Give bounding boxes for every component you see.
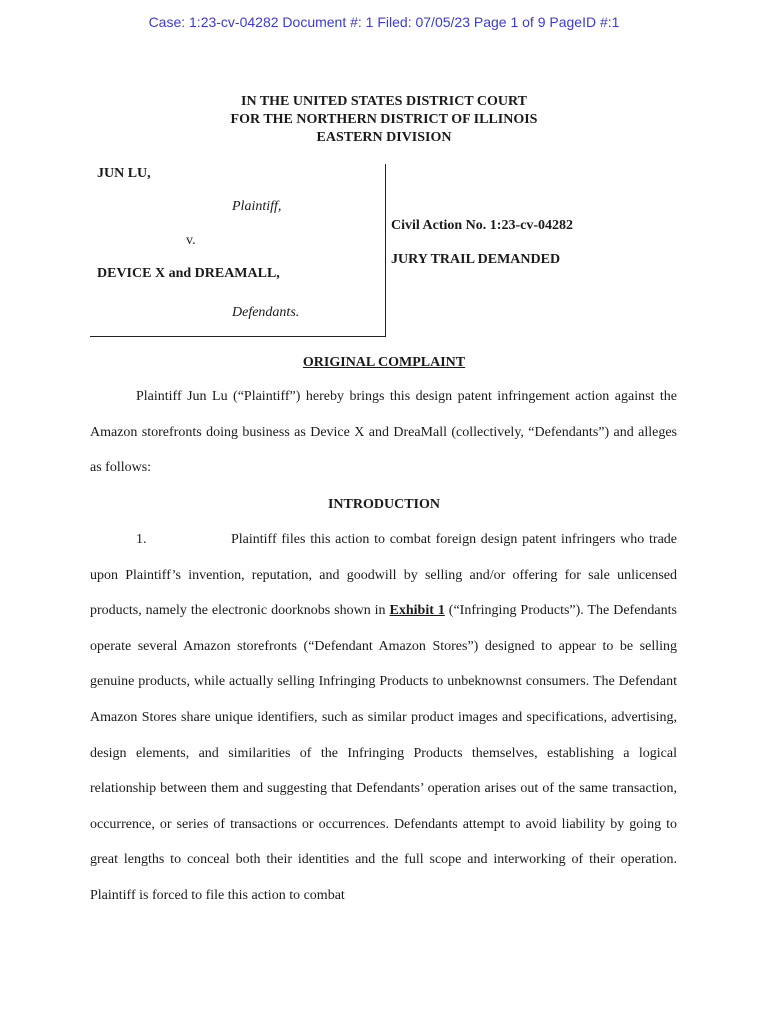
- versus-label: v.: [186, 233, 196, 248]
- case-caption-parties: [90, 164, 386, 337]
- intro-paragraph: Plaintiff Jun Lu (“Plaintiff”) hereby brings this design patent infringement action against the Amazon storefronts doing business as Device X and DreaMall (collectively, “Defendants”) and alleges as follows:: [90, 389, 677, 476]
- civil-action-number: Civil Action No. 1:23-cv-04282: [391, 218, 573, 233]
- case-header-stamp: Case: 1:23-cv-04282 Document #: 1 Filed: 07/05/23 Page 1 of 9 PageID #:1: [148, 14, 620, 30]
- paragraph-text-before: Plaintiff files this action to combat foreign design patent infringers who trade upon Plaintiff’s invention, reputation, and goodwill by selling and/or offering for sale unlicensed products, namely the electronic doorknobs shown in: [90, 532, 677, 619]
- plaintiff-name: JUN LU,: [97, 166, 151, 181]
- numbered-paragraph-1: [90, 522, 677, 914]
- court-line-2: FOR THE NORTHERN DISTRICT OF ILLINOIS: [230, 112, 538, 127]
- defendants-name: DEVICE X and DREAMALL,: [97, 266, 280, 281]
- court-line-1: IN THE UNITED STATES DISTRICT COURT: [241, 94, 527, 109]
- court-line-3: EASTERN DIVISION: [316, 130, 452, 145]
- paragraph-number: 1.: [136, 532, 147, 547]
- defendants-role: Defendants.: [232, 305, 300, 320]
- section-heading: INTRODUCTION: [327, 497, 440, 512]
- exhibit-1-link[interactable]: Exhibit 1: [389, 603, 445, 619]
- jury-demand: JURY TRAIL DEMANDED: [391, 252, 561, 267]
- plaintiff-role: Plaintiff,: [232, 199, 282, 214]
- document-title: ORIGINAL COMPLAINT: [302, 355, 466, 370]
- paragraph-text-after: (“Infringing Products”). The Defendants operate several Amazon storefronts (“Defendant Amazon Stores”) designed to appear to be selling genuine products, while actually selling Infringing Products to unbeknownst consumers. The Defendant Amazon Stores share unique identifiers, such as similar product images and specifications, advertising, design elements, and similarities of the Infringing Products themselves, establishing a logical relationship between them and suggesting that Defendants’ operation arises out of the same transaction, occurrence, or series of transactions or occurrences. Defendants attempt to avoid liability by going to great lengths to conceal both their identities and the full scope and interworking of their operation. Plaintiff is forced to file this action to combat: [90, 603, 677, 903]
- court-heading: [0, 93, 768, 147]
